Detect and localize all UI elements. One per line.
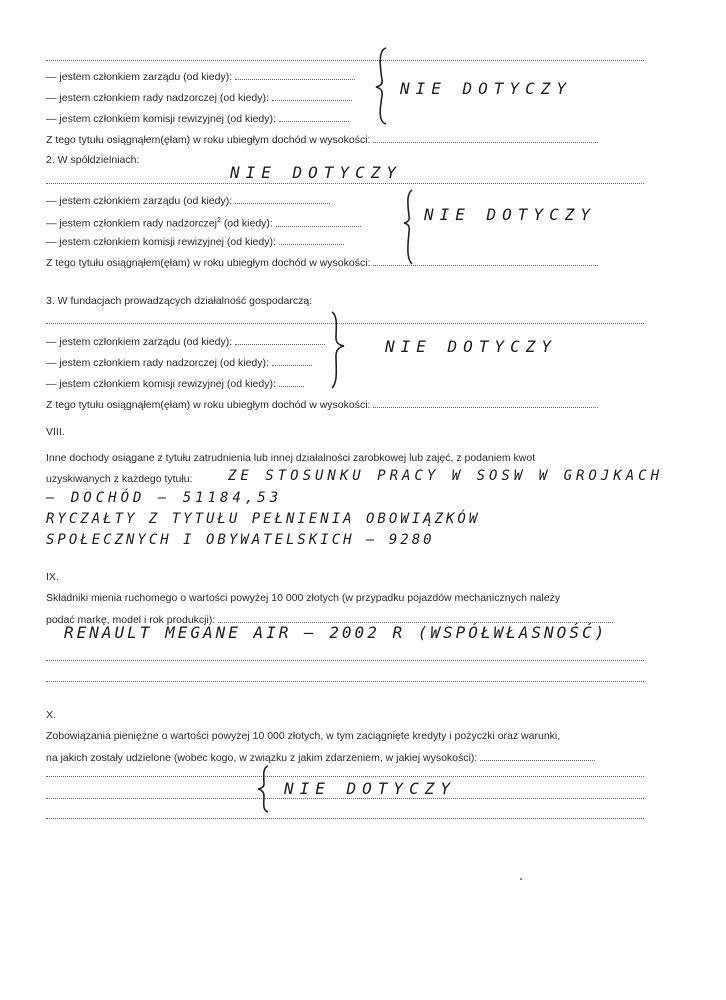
- coops-audit-label: — jestem członkiem komisji rewizyjnej (od kiedy):: [46, 236, 276, 248]
- dotted-fill[interactable]: [218, 613, 613, 623]
- dotted-line[interactable]: [46, 681, 644, 682]
- dotted-fill[interactable]: [279, 235, 344, 245]
- dotted-line[interactable]: [46, 660, 644, 661]
- section-x-numeral: X.: [46, 709, 56, 721]
- section-x-text-line2: [46, 751, 644, 765]
- dotted-line[interactable]: [46, 798, 644, 799]
- coops-income-row: [46, 256, 644, 270]
- coops-board-label: — jestem członkiem zarządu (od kiedy):: [46, 195, 233, 207]
- footnote-mark: 2: [216, 217, 221, 224]
- foundations-income-label: Z tego tytułu osiągnąłem(ęłam) w roku ubiegłym dochód w wysokości:: [46, 399, 371, 411]
- handwritten-brace: [400, 188, 422, 266]
- handwritten-answer-vii: NIE DOTYCZY: [400, 79, 572, 98]
- coops-supervisory-tail: (od kiedy):: [223, 217, 273, 230]
- section-viii-numeral: VIII.: [46, 426, 65, 438]
- supervisory-board-label: — jestem członkiem rady nadzorczej (od kiedy):: [46, 92, 269, 104]
- coops-supervisory-label: — jestem członkiem rady nadzorczej: [46, 217, 217, 230]
- dotted-fill[interactable]: [272, 91, 352, 101]
- section-ix-numeral: IX.: [46, 571, 59, 583]
- section-ix-text-line1: Składniki mienia ruchomego o wartości powyżej 10 000 złotych (w przypadku pojazdów mechanicznych należy: [46, 592, 561, 604]
- dotted-fill[interactable]: [235, 194, 330, 204]
- board-member-label: — jestem członkiem zarządu (od kiedy):: [46, 71, 233, 83]
- dotted-line[interactable]: [46, 818, 644, 819]
- section-x-text-line2-label: na jakich zostały udzielone (wobec kogo, w związku z jakim zdarzeniem, w jakiej wysokości):: [46, 752, 478, 764]
- handwritten-answer-coops-line1: NIE DOTYCZY: [230, 163, 402, 182]
- handwritten-brace: [372, 46, 396, 126]
- dotted-fill[interactable]: [272, 356, 312, 366]
- dotted-fill[interactable]: [279, 377, 304, 387]
- handwritten-viii-line2: — DOCHÓD — 51184,53: [46, 490, 283, 506]
- dotted-fill[interactable]: [279, 112, 349, 122]
- income-label: Z tego tytułu osiągnąłem(ęłam) w roku ubiegłym dochód w wysokości:: [46, 134, 371, 146]
- foundations-audit-label: — jestem członkiem komisji rewizyjnej (od kiedy):: [46, 378, 276, 390]
- dotted-fill[interactable]: [235, 335, 325, 345]
- foundations-income-row: [46, 398, 644, 412]
- dotted-fill[interactable]: [276, 217, 361, 227]
- handwritten-viii-line1: ZE STOSUNKU PRACY W SOSW W GROJKACH: [228, 468, 664, 484]
- dotted-fill[interactable]: [235, 70, 355, 80]
- dotted-fill[interactable]: [480, 751, 595, 761]
- coops-income-label: Z tego tytułu osiągnąłem(ęłam) w roku ubiegłym dochód w wysokości:: [46, 257, 371, 269]
- income-row: [46, 133, 644, 147]
- handwritten-answer-coops: NIE DOTYCZY: [424, 205, 596, 224]
- section-viii-text-line2-label: uzyskiwanych z każdego tytułu:: [46, 473, 193, 485]
- dotted-fill[interactable]: [373, 256, 598, 266]
- foundations-supervisory-label: — jestem członkiem rady nadzorczej (od kiedy):: [46, 357, 269, 369]
- dotted-fill[interactable]: [373, 133, 598, 143]
- handwritten-answer-foundations: NIE DOTYCZY: [385, 337, 557, 356]
- dotted-fill[interactable]: [373, 398, 598, 408]
- foundations-board-label: — jestem członkiem zarządu (od kiedy):: [46, 336, 233, 348]
- section-viii-text-line1: Inne dochody osiągane z tytułu zatrudnienia lub innej działalności zarobkowej lub zajęć, z podaniem kwot: [46, 452, 536, 464]
- coops-heading: 2. W spółdzielniach:: [46, 154, 140, 166]
- audit-committee-label: — jestem członkiem komisji rewizyjnej (od kiedy):: [46, 113, 276, 125]
- handwritten-brace: [254, 764, 276, 814]
- handwritten-ix-line1: RENAULT MEGANE AIR — 2002 R (WSPÓŁWŁASNOŚĆ): [64, 623, 608, 642]
- dotted-line[interactable]: [46, 776, 644, 777]
- dotted-line: [46, 60, 644, 61]
- handwritten-brace: [326, 310, 348, 390]
- dotted-line[interactable]: [46, 183, 644, 184]
- foundations-heading: 3. W fundacjach prowadzących działalność gospodarczą:: [46, 295, 313, 307]
- section-ix-text-line2-label: podać markę, model i rok produkcji):: [46, 614, 216, 626]
- handwritten-answer-x: NIE DOTYCZY: [284, 779, 456, 798]
- coops-audit-row: [46, 235, 644, 249]
- scan-speck: [520, 878, 522, 880]
- section-x-text-line1: Zobowiązania pieniężne o wartości powyżej 10 000 złotych, w tym zaciągnięte kredyty i pożyczki oraz warunki,: [46, 730, 561, 742]
- handwritten-viii-line4: SPOŁECZNYCH I OBYWATELSKICH — 9280: [46, 532, 435, 548]
- handwritten-viii-line3: RYCZAŁTY Z TYTUŁU PEŁNIENIA OBOWIĄZKÓW: [46, 511, 481, 527]
- audit-committee-row: [46, 112, 644, 126]
